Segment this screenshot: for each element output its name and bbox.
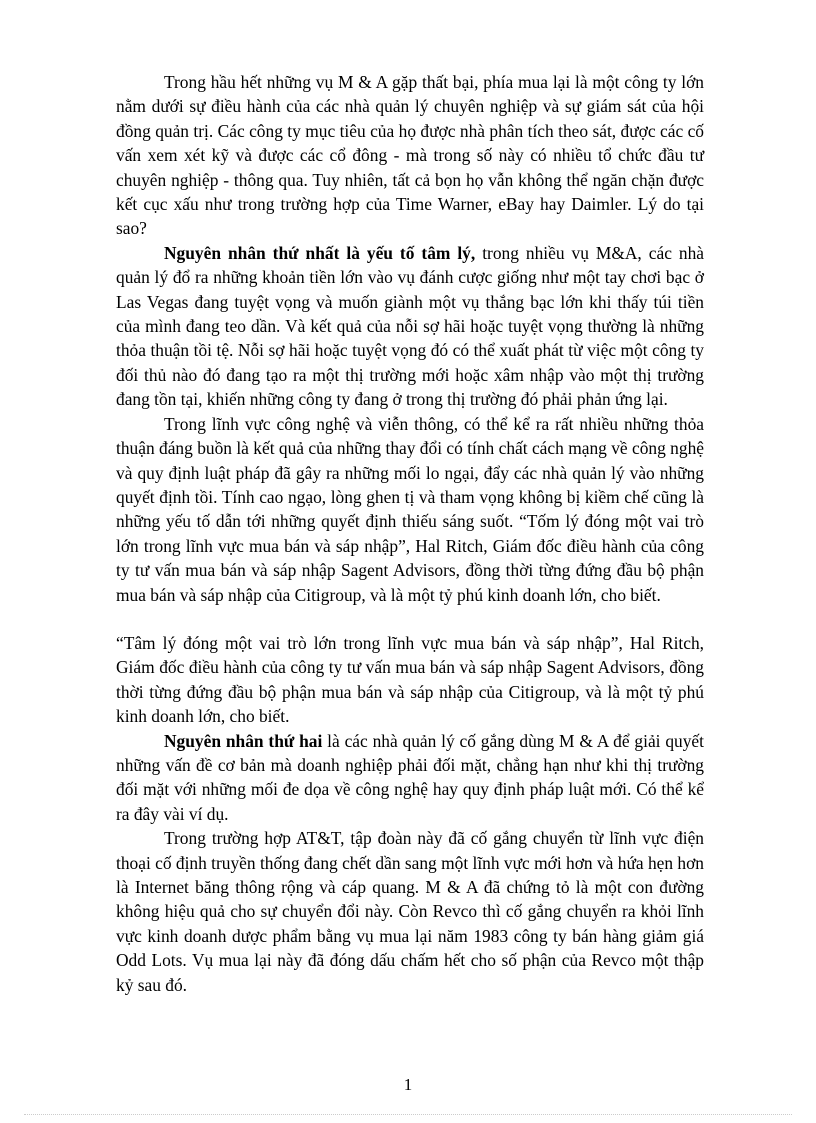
- page-bottom-divider: [24, 1114, 792, 1115]
- document-body: [116, 70, 704, 997]
- first-reason-text: trong nhiều vụ M&A, các nhà quản lý đổ ra những khoản tiền lớn vào vụ đánh cược giống như một tay chơi bạc ở Las Vegas đang tuyệt vọng và muốn giành một vụ thắng bạc lớn khi thấy túi tiền của mình đang teo dần. Và kết quả của nỗi sợ hãi hoặc tuyệt vọng thường là những thỏa thuận tồi tệ. Nỗi sợ hãi hoặc tuyệt vọng đó có thể xuất phát từ việc một công ty đối thủ nào đó đang tạo ra một thị trường mới hoặc xâm nhập vào một thị trường đang tồn tại, khiến những công ty đang ở trong thị trường đó phải phản ứng lại.: [116, 242, 705, 410]
- second-reason-heading: Nguyên nhân thứ hai: [164, 730, 323, 751]
- paragraph-technology: Trong lĩnh vực công nghệ và viễn thông, có thể kể ra rất nhiều những thỏa thuận đáng buồn là kết quả của những thay đổi có tính chất cách mạng về công nghệ và quy định luật pháp đã gây ra những mối lo ngại, đẩy các nhà quản lý vào những quyết định tồi. Tính cao ngạo, lòng ghen tị và tham vọng không bị kiềm chế cũng là những yếu tố dẫn tới những quyết định thiếu sáng suốt. “Tốm lý đóng một vai trò lớn trong lĩnh vực mua bán và sáp nhập”, Hal Ritch, Giám đốc điều hành của công ty tư vấn mua bán và sáp nhập Sagent Advisors, đồng thời từng đứng đầu bộ phận mua bán và sáp nhập của Citigroup, và là một tỷ phú kinh doanh lớn, cho biết.: [116, 413, 704, 605]
- paragraph-quote: “Tâm lý đóng một vai trò lớn trong lĩnh vực mua bán và sáp nhập”, Hal Ritch, Giám đốc điều hành của công ty tư vấn mua bán và sáp nhập Sagent Advisors, đồng thời từng đứng đầu bộ phận mua bán và sáp nhập của Citigroup, và là một tỷ phú kinh doanh lớn, cho biết.: [116, 632, 704, 727]
- paragraph-first-reason: [116, 241, 704, 412]
- blank-line: [116, 607, 704, 631]
- paragraph-intro: Trong hầu hết những vụ M & A gặp thất bại, phía mua lại là một công ty lớn nằm dưới sự điều hành của các nhà quản lý chuyên nghiệp và sự giám sát của hội đồng quản trị. Các công ty mục tiêu của họ được nhà phân tích theo sát, được các cố vấn xem xét kỹ và được các cổ đông - mà trong số này có nhiều tổ chức đầu tư chuyên nghiệp - thông qua. Tuy nhiên, tất cả bọn họ vẫn không thể ngăn chặn được kết cục xấu như trong trường hợp của Time Warner, eBay hay Daimler. Lý do tại sao?: [116, 72, 704, 239]
- paragraph-second-reason: [116, 729, 704, 827]
- first-reason-heading: Nguyên nhân thứ nhất là yếu tố tâm lý,: [164, 242, 476, 263]
- page-number: 1: [403, 1075, 413, 1094]
- second-reason-text: là các nhà quản lý cố gắng dùng M & A để giải quyết những vấn đề cơ bản mà doanh nghiệp phải đối mặt, chẳng hạn như khi thị trường đối mặt với những mối đe dọa về công nghệ hay quy định pháp luật mới. Có thể kể ra đây vài ví dụ.: [116, 730, 704, 824]
- paragraph-examples: Trong trường hợp AT&T, tập đoàn này đã cố gắng chuyển từ lĩnh vực điện thoại cố định truyền thống đang chết dần sang một lĩnh vực mới hơn và hứa hẹn hơn là Internet băng thông rộng và cáp quang. M & A đã chứng tỏ là một con đường không hiệu quả cho sự chuyển đổi này. Còn Revco thì cố gắng chuyển ra khỏi lĩnh vực kinh doanh dược phẩm bằng vụ mua lại năm 1983 công ty bán hàng giảm giá Odd Lots. Vụ mua lại này đã đóng dấu chấm hết cho số phận của Revco một thập kỷ sau đó.: [116, 828, 704, 995]
